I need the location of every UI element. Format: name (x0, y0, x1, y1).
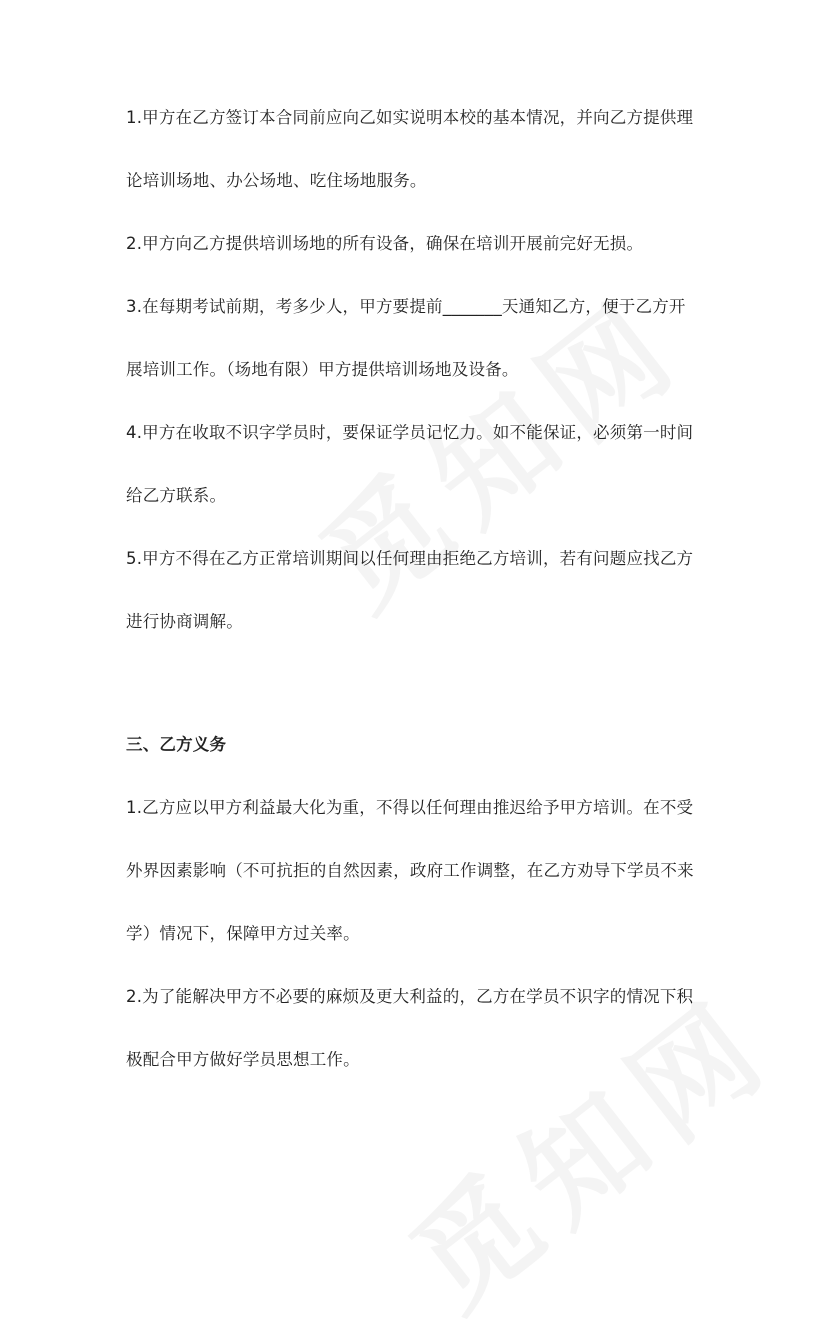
paragraph-line: 4.甲方在收取不识字学员时，要保证学员记忆力。如不能保证，必须第一时间 (126, 423, 694, 442)
paragraph-line: 5.甲方不得在乙方正常培训期间以任何理由拒绝乙方培训，若有问题应找乙方 (126, 549, 694, 568)
section-heading: 三、乙方义务 (126, 735, 227, 754)
paragraph-line: 3.在每期考试前期，考多少人，甲方要提前_______天通知乙方，便于乙方开 (126, 297, 686, 316)
paragraph-line: 1.乙方应以甲方利益最大化为重，不得以任何理由推迟给予甲方培训。在不受 (126, 798, 694, 817)
paragraph-line: 极配合甲方做好学员思想工作。 (126, 1050, 360, 1069)
paragraph-line: 外界因素影响（不可抗拒的自然因素，政府工作调整，在乙方劝导下学员不来 (126, 861, 694, 880)
paragraph-line: 展培训工作。（场地有限）甲方提供培训场地及设备。 (126, 360, 519, 379)
paragraph-line: 进行协商调解。 (126, 612, 243, 631)
paragraph-line: 2.为了能解决甲方不必要的麻烦及更大利益的，乙方在学员不识字的情况下积 (126, 987, 694, 1006)
paragraph-line: 学）情况下，保障甲方过关率。 (126, 924, 360, 943)
watermark (371, 951, 803, 1341)
paragraph-line: 论培训场地、办公场地、吃住场地服务。 (126, 171, 427, 190)
paragraph-line: 1.甲方在乙方签订本合同前应向乙如实说明本校的基本情况，并向乙方提供理 (126, 108, 694, 127)
paragraph-line: 给乙方联系。 (126, 486, 227, 505)
paragraph-line: 2.甲方向乙方提供培训场地的所有设备，确保在培训开展前完好无损。 (126, 234, 644, 253)
